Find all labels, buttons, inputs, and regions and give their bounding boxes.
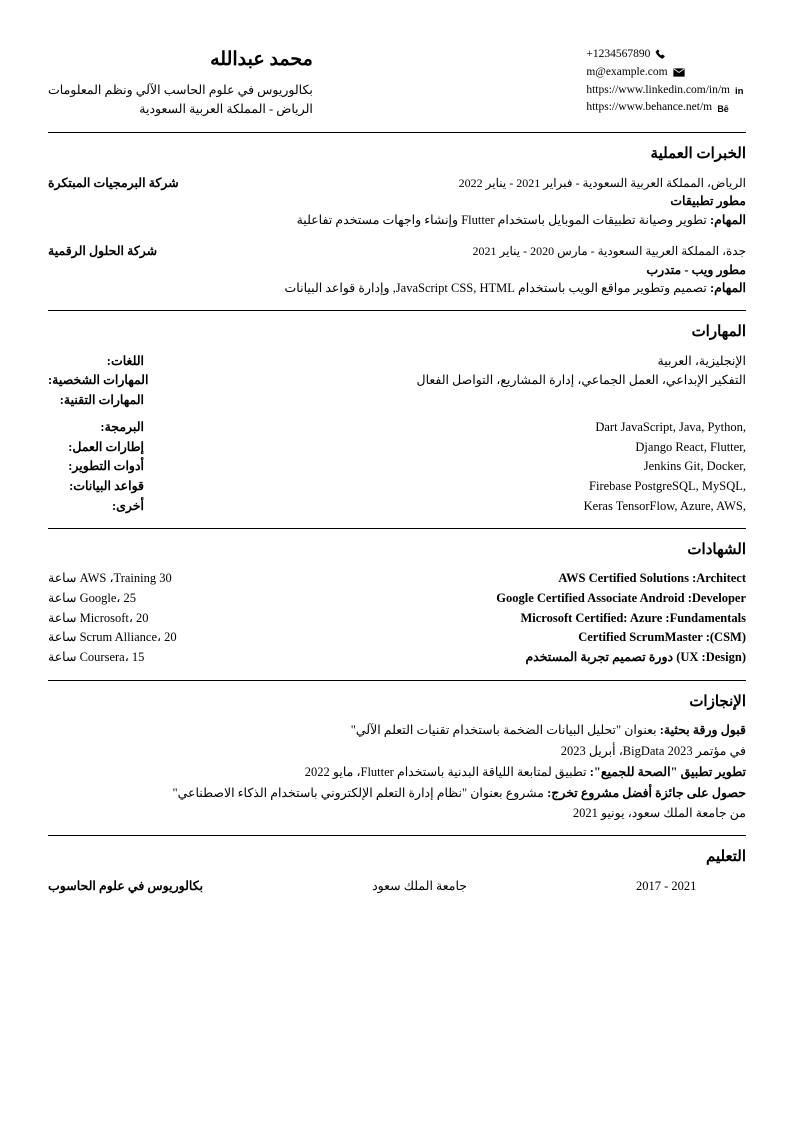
linkedin-icon [735,85,746,96]
achievement-lead: قبول ورقة بحثية: [659,723,746,738]
behance-icon [717,103,730,114]
skill-value: Django React, Flutter, [635,439,746,454]
experience-tasks [48,211,746,230]
contact-email[interactable] [586,64,746,82]
skill-row [48,371,746,390]
section-title-education: التعليم [706,849,746,865]
full-name: محمد عبدالله [210,49,313,70]
certificate-hour: Coursera، 15 ساعة [48,650,145,664]
achievement-rest: من جامعة الملك سعود، يونيو 2021 [572,806,746,821]
experience-role: مطور ويب - متدرب [646,262,746,277]
achievement-item [48,721,746,740]
experience-entry [48,174,746,230]
experience-org: شركة الحلول الرقمية [48,243,158,258]
section-title-skills: المهارات [691,324,746,340]
skill-value: Dart JavaScript, Java, Python, [595,419,746,434]
contact-phone [586,46,746,64]
section-title-experience: الخبرات العملية [650,146,746,162]
certificate-name: AWS Certified Solutions :Architect [558,571,746,585]
contact-block [586,46,746,117]
achievement-lead: تطوير تطبيق "الصحة للجميع": [589,764,746,779]
contact-phone-text: +1234567890 [586,48,651,60]
tasks-label: المهام: [710,213,746,227]
experience-desc: تطوير وصيانة تطبيقات الموبايل باستخدام Flutter وإنشاء واجهات مستخدم تفاعلية [296,213,707,227]
certificate-hour: Google، 25 ساعة [48,590,137,605]
achievement-item [48,742,746,761]
contact-behance[interactable] [586,99,746,117]
skills-technical [48,418,746,516]
certificate-names [217,569,746,668]
skill-label: اللغات: [106,353,144,368]
skill-row [48,352,746,371]
skill-label: المهارات الشخصية: [48,373,149,388]
certificate-name: دورة تصميم تجربة المستخدم (UX :Design) [525,650,746,664]
education-row [48,877,746,896]
contact-linkedin-text: https://www.linkedin.com/in/m [586,83,730,96]
skill-row [48,438,746,457]
experience-meta: الرياض، المملكة العربية السعودية - فبراير 2021 - يناير 2022 [458,175,746,190]
skill-label: قواعد البيانات: [69,479,144,493]
achievement-rest: مشروع بعنوان "نظام إدارة التعلم الإلكتروني باستخدام الذكاء الاصطناعي" [172,785,548,800]
experience-org: شركة البرمجيات المبتكرة [48,175,179,190]
achievement-rest: تطبيق لمتابعة اللياقة البدنية باستخدام Flutter، مايو 2022 [304,764,590,779]
achievements-divider [48,835,746,836]
achievement-item [48,804,746,823]
section-education [48,846,746,895]
certificate-name: Microsoft Certified: Azure :Fundamentals [520,610,746,625]
svg-text:in: in [735,85,744,97]
skill-row [48,457,746,476]
section-skills [48,321,746,516]
contact-linkedin[interactable] [586,82,746,100]
education-school: جامعة الملك سعود [372,878,468,893]
certificate-hours [48,569,177,668]
headline-location: الرياض - المملكة العربية السعودية [139,102,313,117]
contact-behance-text: https://www.behance.net/m [586,101,713,114]
skill-row [48,497,746,516]
experience-desc: تصميم وتطوير مواقع الويب باستخدام JavaScript CSS, HTML, وإدارة قواعد البيانات [284,281,707,296]
section-achievements [48,691,746,823]
experience-role: مطور تطبيقات [670,194,746,209]
phone-icon [655,49,666,60]
skill-row [48,391,746,410]
skill-label: أدوات التطوير: [68,459,144,474]
experience-meta: جدة، المملكة العربية السعودية - مارس 2020 - يناير 2021 [472,243,746,258]
section-experience [48,143,746,298]
certificates-divider [48,680,746,681]
skill-label: المهارات التقنية: [59,393,144,407]
identity-block [48,46,313,120]
header-divider [48,132,746,133]
section-certificates [48,539,746,668]
skills-divider [48,528,746,529]
resume-header [48,46,746,120]
skill-label: إطارات العمل: [68,439,144,454]
certificate-name: Certified ScrumMaster :(CSM) [578,630,746,645]
certificate-hour: Microsoft، 20 ساعة [48,610,149,625]
headline-degree: بكالوريوس في علوم الحاسب الآلي ونظم المعلومات [48,82,313,97]
education-years: 2017 - 2021 [636,878,697,893]
skill-value: الإنجليزية، العربية [657,353,746,368]
certificate-hour: AWS ،Training 30 ساعة [48,571,172,585]
skill-value: التفكير الإبداعي، العمل الجماعي، إدارة المشاريع، التواصل الفعال [416,373,746,388]
contact-email-text: m@example.com [586,65,668,78]
education-degree: بكالوريوس في علوم الحاسوب [48,878,204,893]
skill-value: Jenkins Git, Docker, [643,459,746,474]
tasks-label: المهام: [710,281,746,296]
achievement-rest: في مؤتمر BigData 2023، أبريل 2023 [560,744,746,758]
skill-row [48,477,746,496]
skills-general [48,352,746,410]
certificate-name: Google Certified Associate Android :Developer [496,590,746,605]
achievement-lead: حصول على جائزة أفضل مشروع تخرج: [547,785,746,800]
achievement-rest: بعنوان "تحليل البيانات الضخمة باستخدام تقنيات التعلم الآلي" [350,723,660,738]
skill-value: Keras TensorFlow, Azure, AWS, [583,498,746,513]
section-title-achievements: الإنجازات [689,693,746,710]
experience-entry [48,242,746,298]
experience-tasks [48,279,746,298]
achievement-item [48,763,746,782]
email-icon [673,68,685,77]
skill-row [48,418,746,437]
achievement-item [48,784,746,803]
svg-text:Bē: Bē [717,103,729,114]
section-title-certificates: الشهادات [687,541,746,558]
experience-divider [48,310,746,311]
certificate-hour: Scrum Alliance، 20 ساعة [48,630,177,645]
skill-label: أخرى: [111,498,144,513]
skill-label: البرمجة: [100,419,144,434]
skill-value: Firebase PostgreSQL, MySQL, [589,479,746,493]
